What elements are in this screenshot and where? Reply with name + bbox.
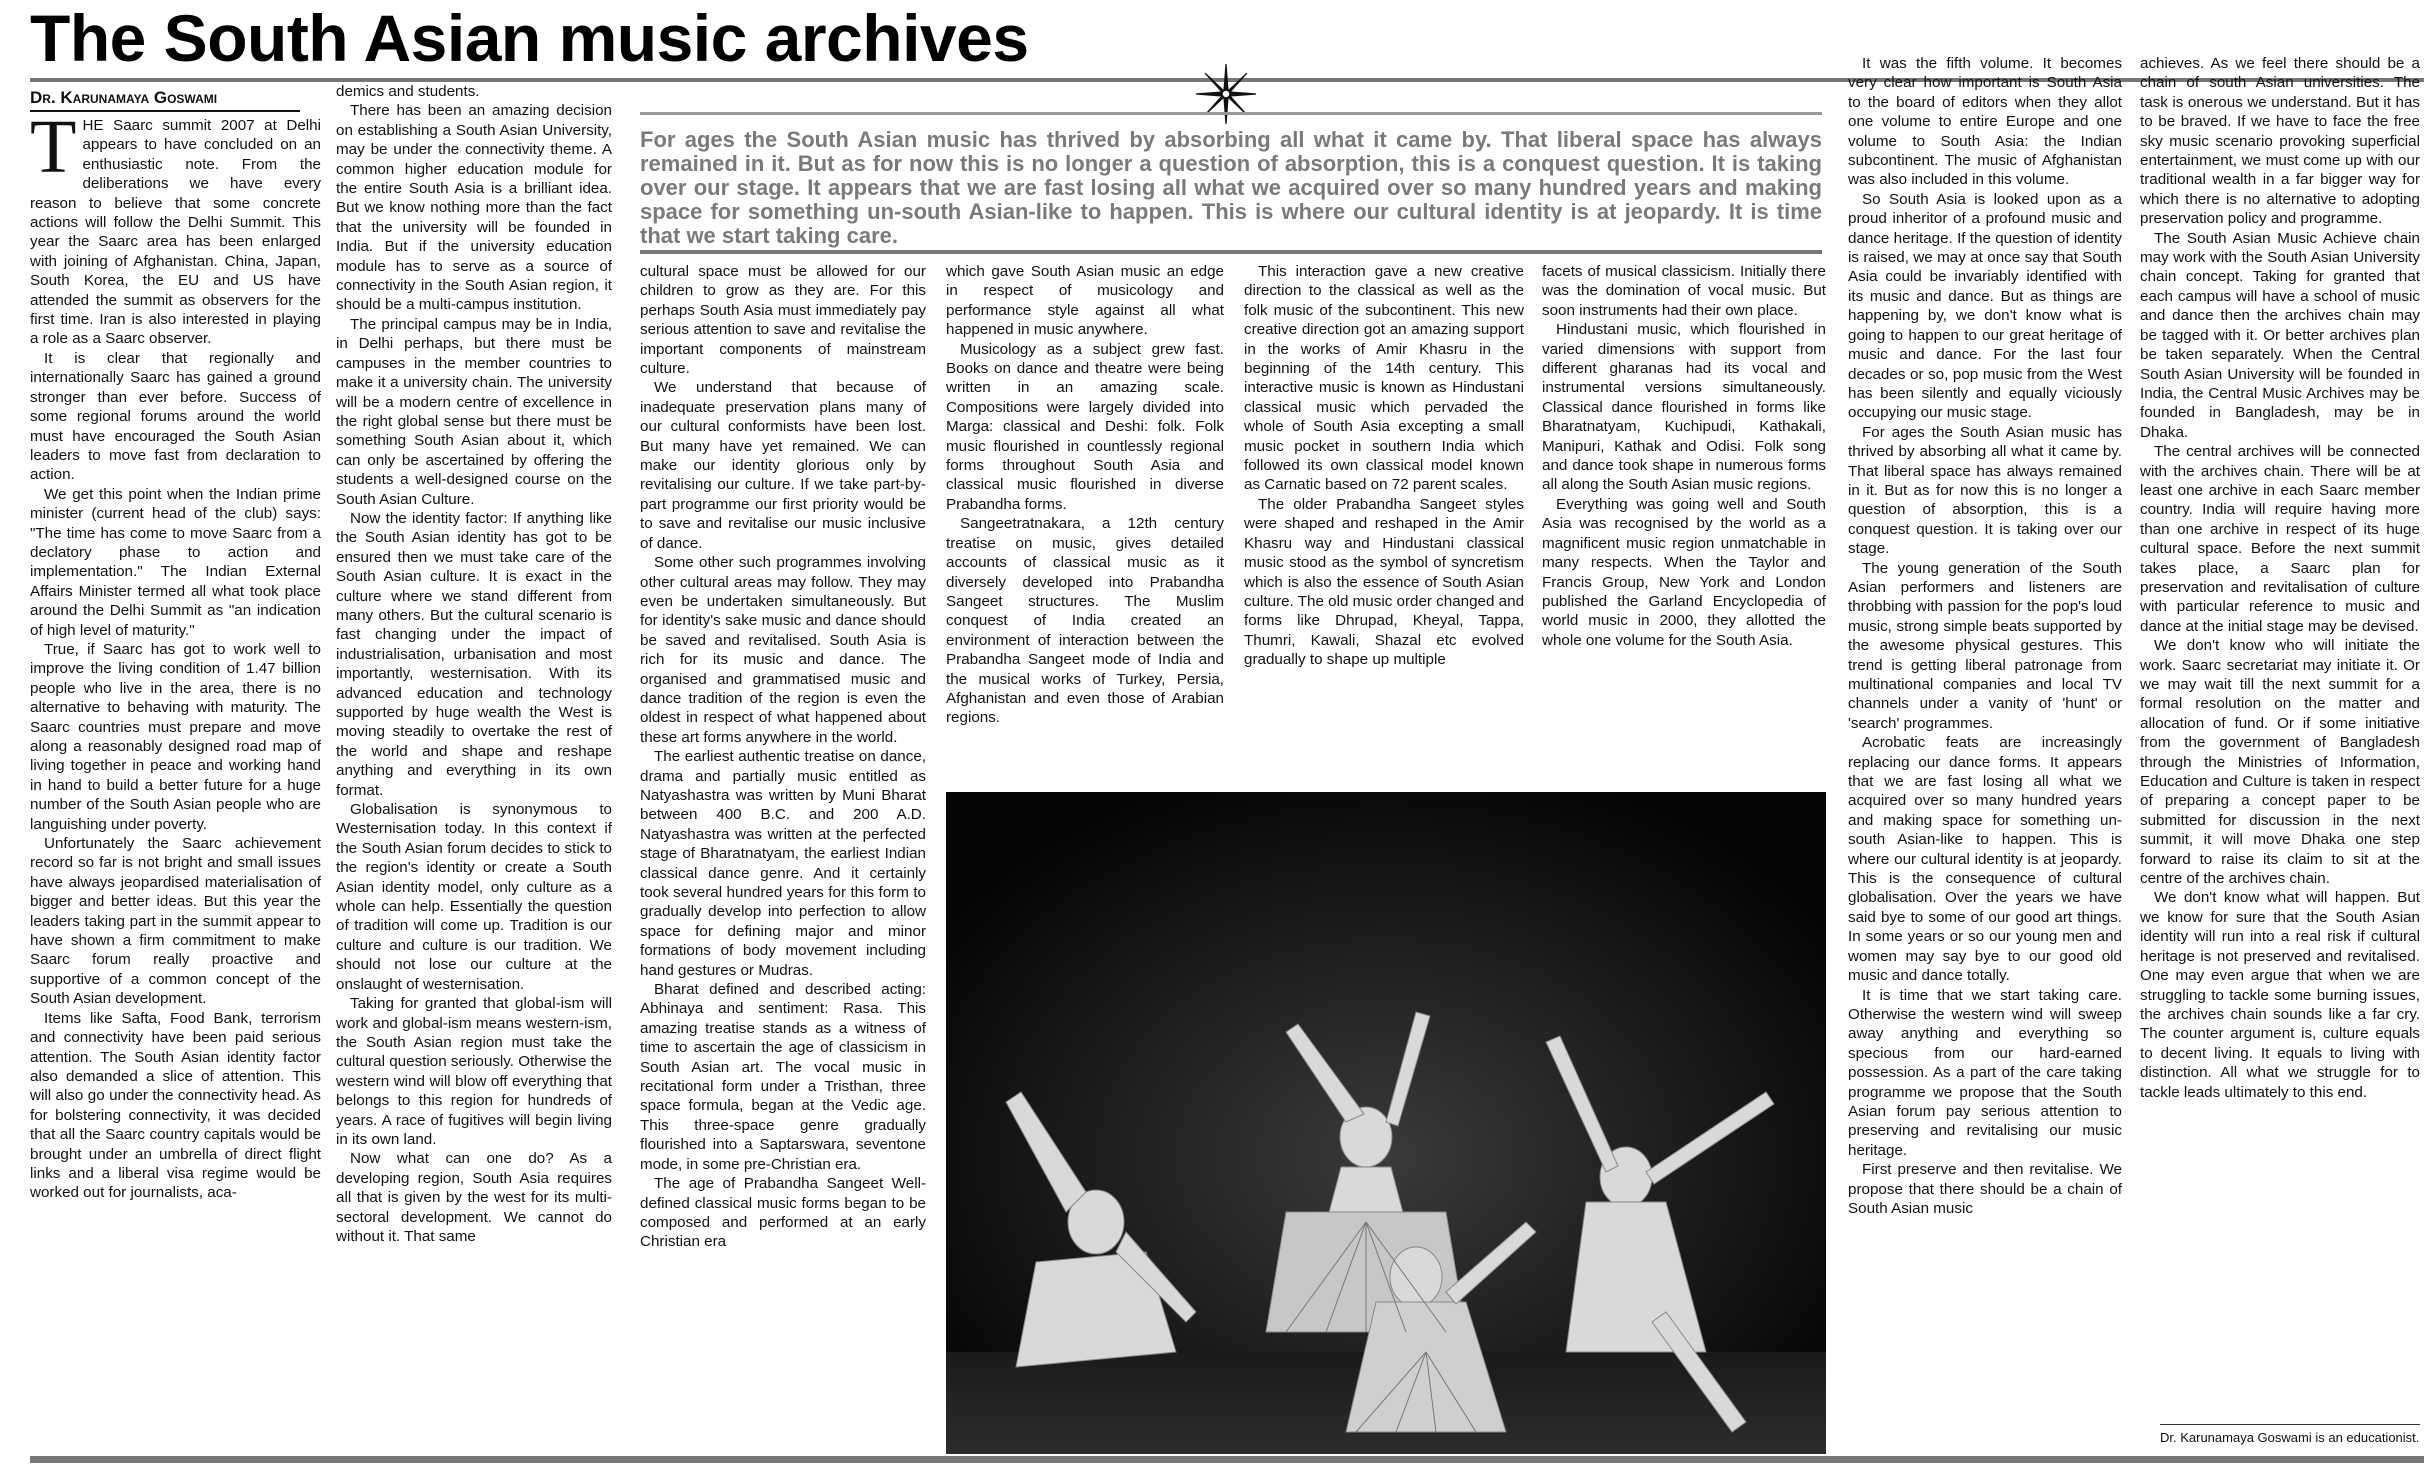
column-1-paragraph: Unfortunately the Saarc achievement record so far is not bright and small issues have always jeopardised materialisation of bigger and better ideas. But this year the leaders taking part in the summit appear to have shown a firm commitment to make Saarc forum really proactive and supportive of a common concept of the South Asian development. (30, 835, 321, 1008)
column-3-paragraph: The age of Prabandha Sangeet Well-defined classical music forms began to be composed and performed at an early Christian era (640, 1175, 926, 1251)
column-2-paragraph: Globalisation is synonymous to Westernisation today. In this context if the South Asian forum decides to stick to the region's identity or create a South Asian identity model, only culture as a whole can help. Essentially the question of tradition will come up. Tradition is our culture and culture is our tradition. We should not lose our culture at the onslaught of westernisation. (336, 801, 612, 993)
article-column-4 (946, 262, 1224, 784)
article-column-7 (1848, 54, 2122, 1452)
column-6-paragraph: facets of musical classicism. Initially there was the domination of vocal music. But soon instruments had their own place. (1542, 263, 1826, 319)
article-column-3 (640, 262, 926, 1452)
column-4-paragraph: Musicology as a subject grew fast. Books on dance and theatre were being written in an amazing scale. Compositions were largely divided into Marga: classical and Deshi: folk. Folk music flourished in countlessly regional forms throughout South Asia and classical music flourished in diverse Prabandha forms. (946, 340, 1224, 513)
column-8-paragraph: We don't know who will initiate the work. Saarc secretariat may initiate it. Or we may wait till the next summit for a formal resolution on the matter and allocation of fund. Or if some initiative from the government of Bangladesh through the Ministries of Information, Education and Culture is taken in respect of preparing a concept paper to be submitted for discussion in the next summit, it will move Dhaka one step forward to raise its claim to sit at the centre of the archives chain. (2140, 637, 2420, 888)
pull-quote: For ages the South Asian music has thrived by absorbing all what it came by. That liberal space has always remained in it. But as for now this is no longer a question of absorption, this is a conquest question. It is taking over our stage. It appears that we are fast losing all what we acquired over so many hundred years and making space for something un-south Asian-like to happen. This is where our cultural identity is at jeopardy. It is time that we start taking care. (640, 128, 1822, 248)
column-1-paragraph: We get this point when the Indian prime minister (current head of the club) says: "The time has come to move Saarc from a declatory phase to action and implementation." The Indian External Affairs Minister termed all what took place around the Delhi Summit as "an indication of high level of maturity." (30, 485, 321, 639)
byline-name: Karunamaya Goswami (60, 88, 218, 107)
byline (30, 88, 300, 110)
byline-rule (30, 110, 300, 112)
column-2-paragraph: Now what can one do? As a developing region, South Asia requires all that is given by the west for its multi-sectoral development. We cannot do without it. That same (336, 1150, 612, 1245)
pull-quote-rule-top (640, 112, 1822, 115)
bottom-rule (30, 1456, 2424, 1463)
article-column-5 (1244, 262, 1524, 784)
article-column-6 (1542, 262, 1826, 784)
star-ornament-icon (1194, 62, 1258, 126)
column-2-paragraph: There has been an amazing decision on establishing a South Asian University, may be under the connectivity theme. A common higher education module for the entire South Asia is a brilliant idea. But we know nothing more than the fact that the university will be founded in India. But if the university education module has to serve as a source of connectivity in the South Asian region, it should be a multi-campus institution. (336, 102, 612, 314)
drop-cap: T (30, 116, 77, 189)
column-5-paragraph: This interaction gave a new creative direction to the classical as well as the folk music of the subcontinent. This new creative direction got an amazing support in the works of Amir Khasru in the beginning of the 14th century. This interactive music is known as Hindustani classical music which pervaded the whole of South Asia excepting a small music pocket in southern India which followed its own classical model known as Carnatic based on 72 parent scales. (1244, 263, 1524, 494)
column-4-paragraph: which gave South Asian music an edge in respect of musicology and performance style against all what happened in music anywhere. (946, 263, 1224, 339)
article-column-1 (30, 116, 321, 1452)
author-note: Dr. Karunamaya Goswami is an educationist. (2160, 1430, 2420, 1445)
column-7-paragraph: It was the fifth volume. It becomes very clear how important is South Asia to the board of editors when they allot one volume to entire Europe and one volume to South Asia: the Indian subcontinent. The music of Afghanistan was also included in this volume. (1848, 55, 2122, 189)
column-8-paragraph: The South Asian Music Achieve chain may work with the South Asian University chain concept. Taking for granted that each campus will have a school of music and dance then the archives chain may be tagged with it. Or better archives plan be taken separately. When the Central South Asian University will be founded in India, the Central Music Archives may be founded in Bangladesh, may be in Dhaka. (2140, 229, 2420, 441)
column-2-paragraph: The principal campus may be in India, in Delhi perhaps, but there must be campuses in the member countries to make it a university chain. The university will be a modern centre of excellence in the right global sense but there must be something South Asian about it, which can only be ascertained by offering the students a well-designed course on the South Asian Culture. (336, 315, 612, 508)
column-7-paragraph: So South Asia is looked upon as a proud inheritor of a profound music and dance heritage. If the question of identity is raised, we may at once say that South Asia could be invariably identified with its music and dance. But as things are happening by, we don't know what is going to happen to our great heritage of music and dance. For the last four decades or so, pop music from the West has been silently and equally viciously occupying our music stage. (1848, 190, 2122, 422)
column-2-paragraph: Taking for granted that global-ism will work and global-ism means western-ism, the South Asian region must take the cultural question seriously. Otherwise the western wind will blow off everything that belongs to this region for hundreds of years. A race of fugitives will begin living in its own land. (336, 995, 612, 1148)
column-1-paragraph: True, if Saarc has got to work well to improve the living condition of 1.47 billion people who live in the area, there is no alternative to behaving with maturity. The Saarc countries must prepare and move along a reasonably designed road map of living together in peace and working hand in hand to build a better future for a huge number of the South Asian people who are languishing under poverty. (30, 640, 321, 833)
column-3-paragraph: Some other such programmes involving other cultural areas may follow. They may even be undertaken simultaneously. But for identity's sake music and dance should be saved and revitalised. South Asia is rich for its music and dance. The organised and grammatised music and dance tradition of the region is even the oldest in respect of what happened about these art forms anywhere in the world. (640, 554, 926, 746)
column-3-paragraph: cultural space must be allowed for our children to grow as they are. For this perhaps South Asia must immediately pay serious attention to save and revitalise the important components of mainstream culture. (640, 263, 926, 378)
column-1-paragraph: Items like Safta, Food Bank, terrorism and connectivity have been paid serious attention. The South Asian identity factor also demanded a slice of attention. This will also go under the connectivity head. As for bolstering connectivity, it was decided that all the Saarc country capitals would be brought under an umbrella of direct flight links and a liberal visa regime would be worked out for journalists, aca- (30, 1009, 321, 1202)
column-2-paragraph: Now the identity factor: If anything like the South Asian identity has got to be ensured then we must take care of the South Asian culture. It is exact in the culture where we stand different from many others. But the cultural scenario is fast changing under the impact of industrialisation, urbanisation and most importantly, westernisation. With its advanced education and technology supported by huge wealth the West is moving steadily to overtake the rest of the world and shape and reshape anything and everything in its own format. (336, 509, 612, 799)
column-7-paragraph: It is time that we start taking care. Otherwise the western wind will sweep away anything and everything so specious from our hard-earned possession. As a part of the care taking programme we propose that the South Asian forum pay serious attention to preserving and revitalising our music heritage. (1848, 986, 2122, 1159)
column-1-paragraph: It is clear that regionally and internationally Saarc has gained a ground stronger than ever before. Success of some regional forums around the world must have encouraged the South Asian leaders to move fast from declaration to action. (30, 349, 321, 484)
column-3-paragraph: We understand that because of inadequate preservation plans many of our cultural conformists have been lost. But many have yet remained. We can make our identity glorious only by revitalising our culture. If we take part-by-part programme our first priority would be to save and revitalise our music inclusive of dance. (640, 379, 926, 552)
column-5-paragraph: The older Prabandha Sangeet styles were shaped and reshaped in the Amir Khasru way and Hindustani classical music stood as the symbol of syncretism which is also the essence of South Asian culture. The old music order changed and forms like Dhrupad, Kheyal, Tappa, Thumri, Kawali, Shazal etc evolved gradually to shape up multiple (1244, 495, 1524, 669)
column-8-paragraph: We don't know what will happen. But we know for sure that the South Asian identity will run into a real risk if cultural heritage is not preserved and revitalised. One may even argue that when we are struggling to tackle some burning issues, the archives chain sounds like a far cry. The counter argument is, culture equals to decent living. It equals to living with distinction. All what we struggle for to tackle leads ultimately to this end. (2140, 889, 2420, 1101)
column-7-paragraph: Acrobatic feats are increasingly replacing our dance forms. It appears that we are fast losing all what we acquired over so many hundred years and making space for something un-south Asian-like to happen. This is where our cultural identity is at jeopardy. This is the consequence of cultural globalisation. Over the years we have said bye to some of our good art things. In some years or so our young men and women may say bye to our good old music and dance totally. (1848, 734, 2122, 985)
column-3-paragraph: The earliest authentic treatise on dance, drama and partially music entitled as Natyashastra was written by Muni Bharat between 400 B.C. and 200 A.D. Natyashastra was written at the perfected stage of Bharatnatyam, the earliest Indian classical dance genre. And it certainly took several hundred years for this form to gradually develop into perfection to allow space for defining major and minor formations of body movement including hand gestures or Mudras. (640, 748, 926, 979)
pull-quote-rule-bottom (640, 250, 1822, 254)
article-column-8 (2140, 54, 2420, 1418)
article-headline: The South Asian music archives (30, 1, 1029, 75)
column-8-paragraph: achieves. As we feel there should be a chain of south Asian universities. The task is onerous we understand. But it has to be braved. If we have to face the free sky music scenario provoking superficial entertainment, we must come up with our traditional wealth in a far bigger way for which there is no alternative to adopting preservation policy and programme. (2140, 55, 2420, 228)
column-6-paragraph: Everything was going well and South Asia was recognised by the world as a magnificent music region unmatchable in many respects. When the Taylor and Francis Group, New York and London published the Garland Encyclopedia of world music in 2000, they allotted the whole one volume for the South Asia. (1542, 495, 1826, 649)
column-7-paragraph: First preserve and then revitalise. We propose that there should be a chain of South Asian music (1848, 1161, 2122, 1217)
column-4-paragraph: Sangeetratnakara, a 12th century treatise on music, gives detailed accounts of classical music as it diversely developed into Prabandha Sangeet structures. The Muslim conquest of India created an environment of interaction between the Prabandha Sangeet mode of India and the musical works of Turkey, Persia, Afghanistan and even those of Arabian regions. (946, 515, 1224, 727)
dancers-image (946, 792, 1826, 1454)
author-note-rule (2160, 1424, 2420, 1425)
column-8-paragraph: The central archives will be connected with the archives chain. There will be at least one archive in each Saarc member country. India will require having more than one archive in respect of its huge cultural space. Before the next summit takes place, a Saarc plan for preservation and revitalisation of culture with particular reference to music and dance at the initial stage may be devised. (2140, 443, 2420, 635)
column-2-paragraph: demics and students. (336, 83, 480, 100)
column-3-paragraph: Bharat defined and described acting: Abhinaya and sentiment: Rasa. This amazing treatise stands as a witness of time to ascertain the age of classicism in South Asian art. The vocal music in recitational form under a Tristhan, three space formula, began at the Vedic age. This three-space genre gradually flourished into a Saptarswara, seventone mode, in some pre-Christian era. (640, 981, 926, 1173)
column-7-paragraph: For ages the South Asian music has thrived by absorbing all what it came by. That liberal space has always remained in it. But as for now this is no longer a question of absorption, this is a conquest question. It is taking over our stage. (1848, 423, 2122, 558)
byline-prefix: Dr. (30, 88, 56, 107)
dance-photo (946, 792, 1826, 1454)
article-column-2 (336, 82, 612, 1452)
column-7-paragraph: The young generation of the South Asian performers and listeners are throbbing with passion for the pop's loud music, strong simple beats supported by the awesome physical gestures. This trend is getting liberal patronage from multinational companies and local TV channels under a vanity of 'hunt' or 'search' programmes. (1848, 559, 2122, 732)
column-6-paragraph: Hindustani music, which flourished in varied dimensions with support from different gharanas had its vocal and instrumental versions simultaneously. Classical dance flourished in forms like Bharatnatyam, Kuchipudi, Kathakali, Manipuri, Kathak and Odisi. Folk song and dance took shape in numerous forms all along the South Asian music regions. (1542, 321, 1826, 494)
column-1-paragraph: THE Saarc summit 2007 at Delhi appears to have concluded on an enthusiastic note. From the deliberations we have every reason to believe that some concrete actions will follow the Delhi Summit. This year the Saarc area has been enlarged with joining of Afghanistan. China, Japan, South Korea, the EU and US have attended the summit as observers for the first time. Iran is also interested in playing a role as a Saarc observer. (30, 116, 321, 348)
